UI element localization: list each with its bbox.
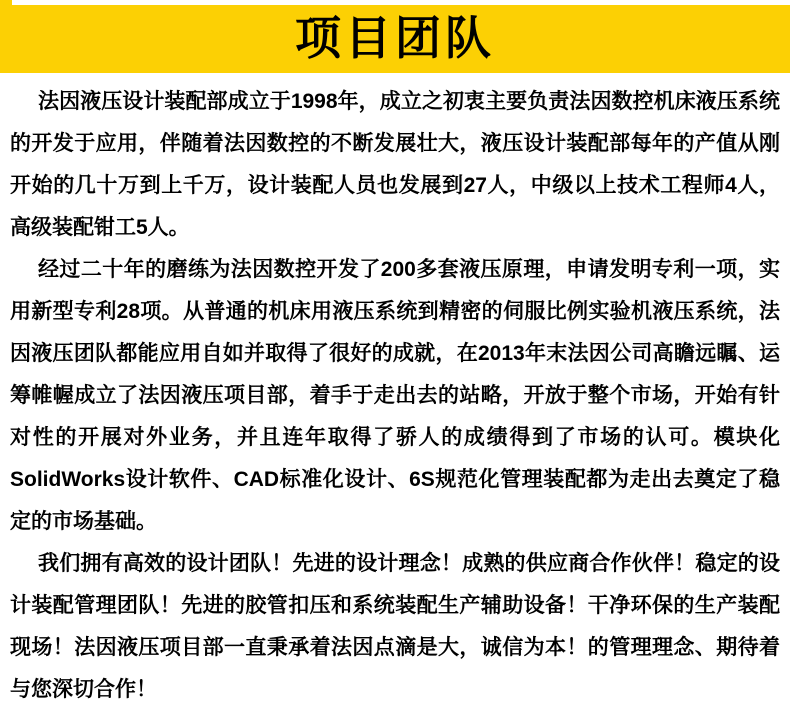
paragraph-cooperation-invite: 我们拥有高效的设计团队！先进的设计理念！成熟的供应商合作伙伴！稳定的设计装配管理团队！先进的胶管扣压和系统装配生产辅助设备！干净环保的生产装配现场！法因液压项目部一直秉承着法因点滴是大，诚信为本！的管理理念、期待着与您深切合作！	[10, 552, 780, 701]
article-body	[0, 73, 790, 711]
paragraph-team-history: 法因液压设计装配部成立于1998年，成立之初衷主要负责法因数控机床液压系统的开发于应用，伴随着法因数控的不断发展壮大，液压设计装配部每年的产值从刚开始的几十万到上千万，设计装配人员也发展到27人，中级以上技术工程师4人，高级装配钳工5人。	[10, 90, 780, 239]
paragraph-achievements: 经过二十年的磨练为法因数控开发了200多套液压原理，申请发明专利一项，实用新型专利28项。从普通的机床用液压系统到精密的伺服比例实验机液压系统，法因液压团队都能应用自如并取得了很好的成就，在2013年末法因公司高瞻远瞩、运筹帷幄成立了法因液压项目部，着手于走出去的站略，开放于整个市场，开始有针对性的开展对外业务，并且连年取得了骄人的成绩得到了市场的认可。模块化SolidWorks设计软件、CAD标准化设计、6S规范化管理装配都为走出去奠定了稳定的市场基础。	[10, 258, 780, 533]
page-header	[0, 0, 790, 73]
page-title: 项目团队	[295, 12, 495, 64]
header-top-notch	[12, 0, 790, 5]
